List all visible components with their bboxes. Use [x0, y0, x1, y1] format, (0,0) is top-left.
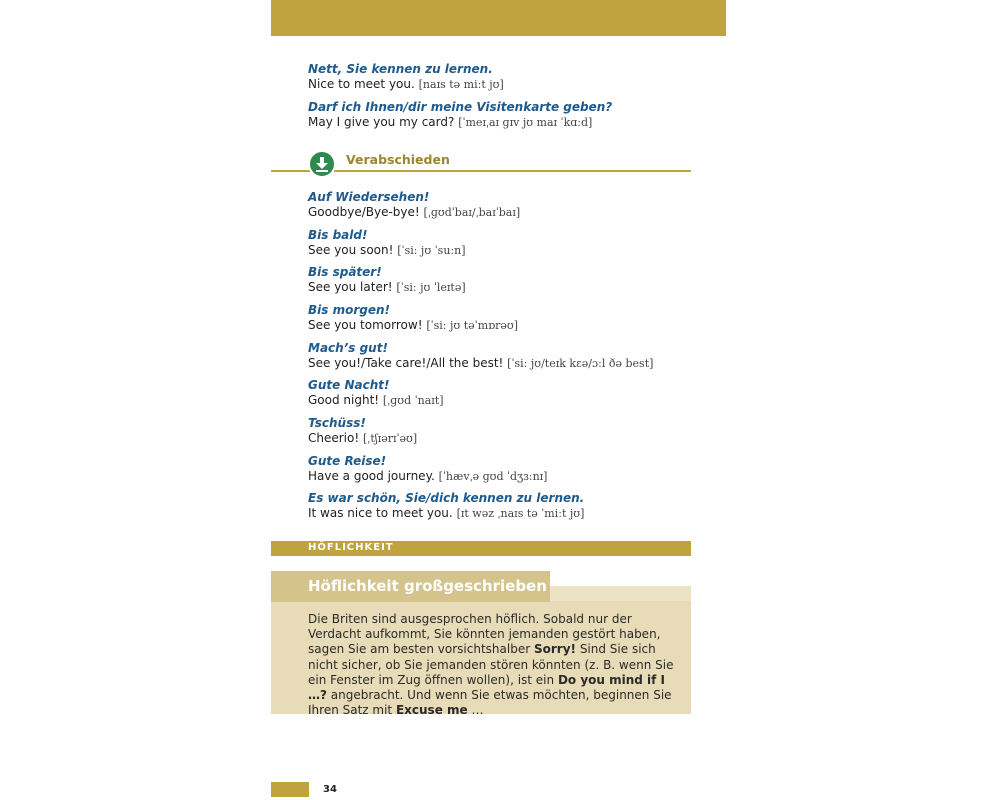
- info-box-text: [308, 612, 680, 718]
- info-text-part: angebracht. Und wenn Sie etwas möchten, beginnen Sie Ihren Satz mit: [308, 688, 672, 718]
- english-text: Have a good journey.: [308, 469, 435, 483]
- german-phrase: Tschüss!: [308, 416, 366, 430]
- english-translation: [308, 318, 708, 333]
- pronunciation: [ɪt wəz ˌnaɪs tə ˈmiːt jʊ]: [456, 507, 585, 520]
- phrase-entry: [308, 378, 708, 408]
- german-phrase: Darf ich Ihnen/dir meine Visitenkarte geben?: [308, 100, 613, 114]
- phrase-entry: [308, 62, 708, 92]
- english-text: It was nice to meet you.: [308, 506, 453, 520]
- page-number: 34: [323, 784, 337, 795]
- phrase-entry: [308, 454, 708, 484]
- german-phrase: Es war schön, Sie/dich kennen zu lernen.: [308, 491, 585, 505]
- english-translation: [308, 506, 708, 521]
- german-phrase: Bis bald!: [308, 228, 368, 242]
- info-text-bold: Excuse me: [395, 703, 468, 718]
- english-translation: [308, 356, 708, 371]
- phrase-entry: [308, 491, 708, 521]
- english-translation: [308, 243, 708, 258]
- category-bar: [271, 541, 691, 556]
- download-arrow-icon: [308, 150, 336, 178]
- english-translation: [308, 115, 708, 130]
- english-text: Nice to meet you.: [308, 77, 415, 91]
- english-text: See you!/Take care!/All the best!: [308, 356, 504, 370]
- english-text: Goodbye/Bye-bye!: [308, 205, 420, 219]
- pronunciation: [ˌtʃɪərɪˈəʊ]: [363, 432, 418, 445]
- german-phrase: Bis morgen!: [308, 303, 390, 317]
- phrase-entry: [308, 100, 708, 130]
- pronunciation: [ˌɡʊd ˈnaɪt]: [382, 394, 444, 407]
- german-phrase: Nett, Sie kennen zu lernen.: [308, 62, 493, 76]
- german-phrase: Gute Nacht!: [308, 378, 390, 392]
- english-text: Cheerio!: [308, 431, 360, 445]
- category-label: HÖFLICHKEIT: [308, 542, 394, 553]
- header-color-band: [271, 0, 726, 36]
- pronunciation: [naɪs tə miːt jʊ]: [418, 78, 504, 91]
- english-text: Good night!: [308, 393, 380, 407]
- pronunciation: [ˈhævˌə ɡʊd ˈdʒɜːnɪ]: [438, 470, 548, 483]
- phrase-entry: [308, 228, 708, 258]
- footer-color-band: [271, 782, 309, 797]
- english-translation: [308, 280, 708, 295]
- info-box-title-tab: [271, 571, 550, 602]
- english-text: May I give you my card?: [308, 115, 455, 129]
- english-text: See you later!: [308, 280, 393, 294]
- english-translation: [308, 469, 708, 484]
- pronunciation: [ˌɡʊdˈbaɪ/ˌbaɪˈbaɪ]: [423, 206, 521, 219]
- phrase-entry: [308, 416, 708, 446]
- pronunciation: [ˈmeɪˌaɪ ɡɪv jʊ maɪ ˈkɑːd]: [458, 116, 593, 129]
- english-text: See you soon!: [308, 243, 394, 257]
- english-translation: [308, 205, 708, 220]
- info-text-part: Sind Sie sich nicht sicher, ob Sie jemanden stören könnten (z. B. wenn Sie ein Fenster im Zug öffnen wollen), ist ein: [308, 642, 674, 687]
- info-box-title: Höflichkeit großgeschrieben: [308, 577, 547, 595]
- phrase-entry: [308, 341, 708, 371]
- english-translation: [308, 77, 708, 92]
- info-text-bold: Sorry!: [533, 642, 576, 657]
- pronunciation: [ˈsiː jʊ təˈmɒrəʊ]: [426, 319, 519, 332]
- phrase-entry: [308, 303, 708, 333]
- phrase-entry: [308, 265, 708, 295]
- german-phrase: Auf Wiedersehen!: [308, 190, 430, 204]
- info-text-part: Die Briten sind ausgesprochen höflich. Sobald nur der Verdacht aufkommt, Sie könnten jemanden gestört haben, sagen Sie am besten vorsichtshalber: [308, 612, 661, 657]
- english-translation: [308, 431, 708, 446]
- pronunciation: [ˈsiː jʊ/teɪk kɛə/ɔːl ðə best]: [507, 357, 654, 370]
- info-text-bold: Do you mind if I …?: [308, 672, 666, 703]
- german-phrase: Bis später!: [308, 265, 382, 279]
- english-text: See you tomorrow!: [308, 318, 423, 332]
- info-text-part: …: [467, 703, 484, 718]
- german-phrase: Mach’s gut!: [308, 341, 388, 355]
- section-title: Verabschieden: [346, 152, 450, 167]
- english-translation: [308, 393, 708, 408]
- german-phrase: Gute Reise!: [308, 454, 387, 468]
- pronunciation: [ˈsiː jʊ ˈsuːn]: [397, 244, 466, 257]
- phrase-entry: [308, 190, 708, 220]
- section-heading: [271, 148, 691, 174]
- pronunciation: [ˈsiː jʊ ˈleɪtə]: [396, 281, 466, 294]
